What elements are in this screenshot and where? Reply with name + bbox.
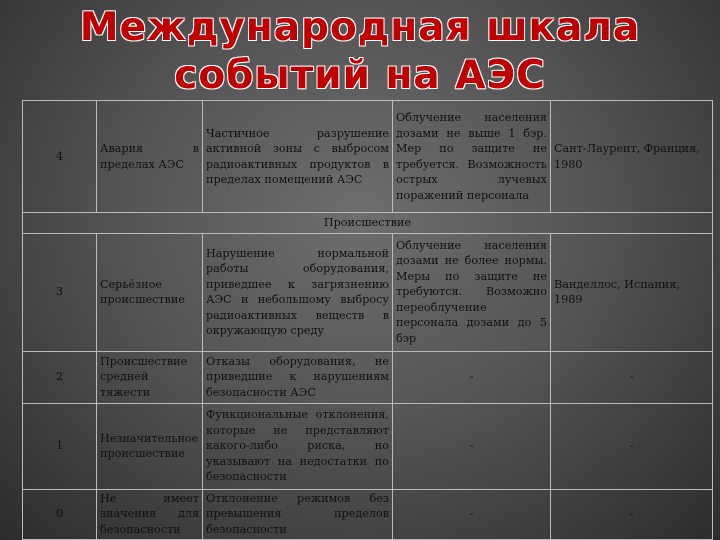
level-cell: 4 — [23, 101, 97, 213]
level-cell: 1 — [23, 403, 97, 489]
event-name-cell: Серьёзное происшествие — [97, 233, 203, 351]
example-cell: Ванделлос, Испания, 1989 — [551, 233, 713, 351]
event-name-cell: Авария в пределах АЭС — [97, 101, 203, 213]
onsite-criteria-cell: Отклонение режимов без превышения пределов безопасности — [203, 489, 393, 539]
table-row-level-0 — [23, 489, 713, 539]
offsite-criteria-cell: - — [393, 489, 551, 539]
offsite-criteria-cell: Облучение населения дозами не более нормы. Меры по защите не требуются. Возможно переоблучение персонала дозами до 5 бэр — [393, 233, 551, 351]
page-title — [0, 4, 720, 100]
level-cell: 2 — [23, 351, 97, 403]
title-line-2: событий на АЭС — [174, 53, 546, 98]
table-row-level-1 — [23, 403, 713, 489]
event-name-cell: Происшествие средней тяжести — [97, 351, 203, 403]
offsite-criteria-cell: Облучение населения дозами не выше 1 бэр. Мер по защите не требуется. Возможность острых лучевых поражений персонала — [393, 101, 551, 213]
table-row-level-2 — [23, 351, 713, 403]
table-row-level-3 — [23, 233, 713, 351]
onsite-criteria-cell: Нарушение нормальной работы оборудования, приведшее к загрязнению АЭС и небольшому выбросу радиоактивных веществ в окружающую среду — [203, 233, 393, 351]
offsite-criteria-cell: - — [393, 351, 551, 403]
event-name-cell: Незначительное происшествие — [97, 403, 203, 489]
separator-label: Происшествие — [23, 213, 713, 234]
title-line-1: Международная шкала — [79, 5, 641, 50]
example-cell: Сант-Лаурент, Франция, 1980 — [551, 101, 713, 213]
ines-scale-table — [22, 100, 713, 540]
onsite-criteria-cell: Отказы оборудования, не приведшие к нарушениям безопасности АЭС — [203, 351, 393, 403]
onsite-criteria-cell: Функциональные отклонения, которые не представляют какого-либо риска, но указывают на недостатки по безопасности — [203, 403, 393, 489]
table-separator-row — [23, 213, 713, 234]
onsite-criteria-cell: Частичное разрушение активной зоны с выбросом радиоактивных продуктов в пределах помещений АЭС — [203, 101, 393, 213]
level-cell: 0 — [23, 489, 97, 539]
example-cell: - — [551, 489, 713, 539]
event-name-cell: Не имеет значения для безопасности — [97, 489, 203, 539]
table-row-level-4 — [23, 101, 713, 213]
offsite-criteria-cell: - — [393, 403, 551, 489]
level-cell: 3 — [23, 233, 97, 351]
example-cell: - — [551, 351, 713, 403]
example-cell: - — [551, 403, 713, 489]
